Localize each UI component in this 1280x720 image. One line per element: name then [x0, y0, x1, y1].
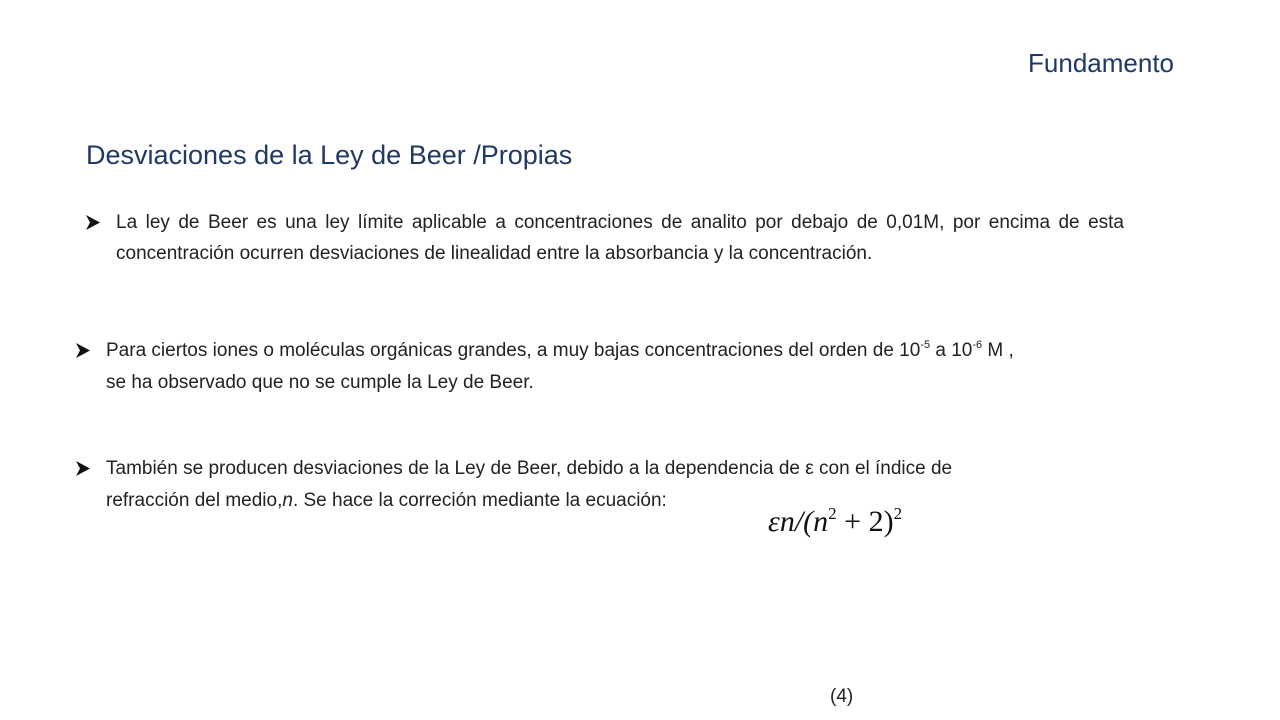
bullet-text-3 [106, 453, 1136, 517]
correction-equation [768, 505, 902, 539]
bullet-3-line1: También se producen desviaciones de la Ley de Beer, debido a la dependencia de ε con el índice de [106, 458, 953, 479]
equation-part-2: + 2) [836, 505, 894, 538]
refractive-index-variable: n [282, 490, 293, 511]
section-label: Fundamento [1028, 48, 1174, 78]
bullet-item-2 [76, 335, 1206, 399]
bullet-3-line2-before: refracción del medio, [106, 490, 283, 511]
bullet-2-text-before: Para ciertos iones o moléculas orgánicas grandes, a muy bajas concentraciones del orden de 10 [106, 340, 921, 361]
bullet-text-1: La ley de Beer es una ley límite aplicable a concentraciones de analito por debajo de 0,01M, por encima de esta concentración ocurren desviaciones de linealidad entre la absorbancia y la concentración. [116, 212, 1124, 264]
arrowhead-bullet-icon [86, 207, 104, 238]
bullet-item-1 [86, 207, 1124, 269]
bullet-3-line2-after: . Se hace la correción mediante la ecuación: [292, 490, 667, 511]
equation-part-1: εn/(n [768, 505, 829, 538]
page-number: (4) [830, 686, 854, 707]
equation-exponent-2: 2 [893, 504, 903, 523]
bullet-text-2 [106, 335, 1206, 399]
arrowhead-bullet-icon [76, 453, 94, 484]
bullet-2-text-mid: a 10 [930, 340, 973, 361]
equation-exponent-1: 2 [828, 504, 837, 523]
slide-title: Desviaciones de la Ley de Beer /Propias [86, 140, 573, 170]
bullet-2-text-line2: se ha observado que no se cumple la Ley de Beer. [106, 372, 534, 393]
arrowhead-bullet-icon [76, 335, 94, 366]
bullet-item-3 [76, 453, 1136, 517]
exponent: -6 [972, 339, 983, 351]
exponent: -5 [920, 339, 931, 351]
bullet-2-text-line1-end: M , [982, 340, 1014, 361]
